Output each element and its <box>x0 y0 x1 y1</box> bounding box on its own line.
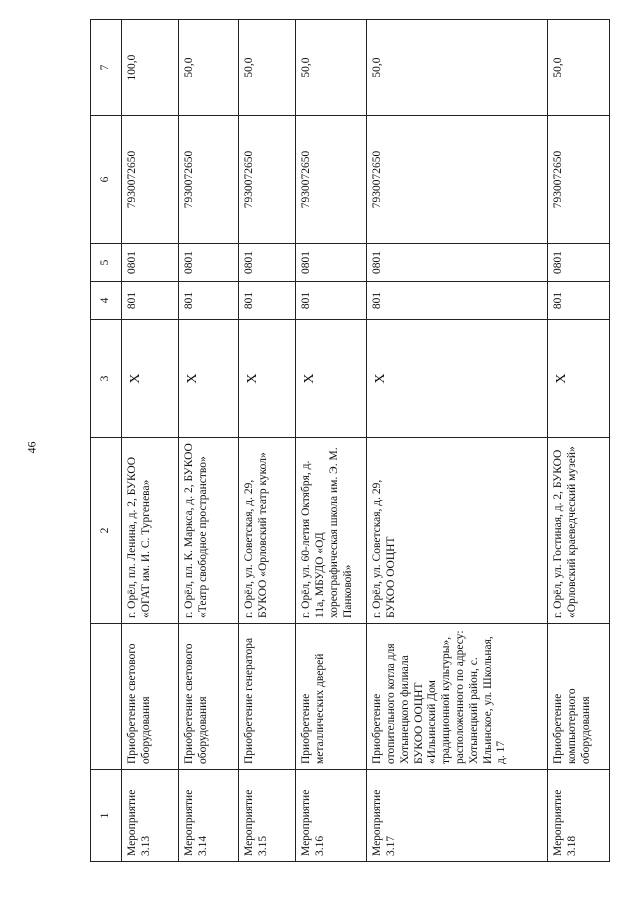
amount-cell: 50,0 <box>179 20 239 116</box>
measure-id: Мероприятие 3.17 <box>367 770 548 862</box>
table-row <box>296 20 367 862</box>
header-cell <box>91 624 122 770</box>
measure-name: Приобретение отопительного котла для Хотынецкого филиала БУКОО ООЦНТ «Ильинский Дом традиционной культуры», расположенного по адресу: Хотынецкий район, с. Ильинское, ул. Школьная, д. 17 <box>367 624 548 770</box>
table-row <box>548 20 610 862</box>
code-cell: 7930072650 <box>122 116 179 244</box>
page-number: 46 <box>24 441 39 454</box>
table-row <box>367 20 548 862</box>
table-row <box>122 20 179 862</box>
code-cell: 801 <box>548 282 610 320</box>
measure-id: Мероприятие 3.15 <box>238 770 295 862</box>
code-cell: 7930072650 <box>296 116 367 244</box>
cross-mark: Х <box>548 320 610 438</box>
measure-id: Мероприятие 3.16 <box>296 770 367 862</box>
header-cell: 7 <box>91 20 122 116</box>
code-cell: 0801 <box>122 244 179 282</box>
measure-name: Приобретение металлических дверей <box>296 624 367 770</box>
code-cell: 7930072650 <box>179 116 239 244</box>
measure-name: Приобретение светового оборудования <box>179 624 239 770</box>
measure-name: Приобретение светового оборудования <box>122 624 179 770</box>
header-cell: 2 <box>91 438 122 624</box>
measure-name: Приобретение компьютерного оборудования <box>548 624 610 770</box>
measure-name: Приобретение генератора <box>238 624 295 770</box>
code-cell: 801 <box>296 282 367 320</box>
measure-address: г. Орёл, ул. 60-летия Октября, д. 11а, МБУДО «ОД хореографическая школа им. Э. М. Панковой» <box>296 438 367 624</box>
measure-address: г. Орёл, пл. Ленина, д. 2, БУКОО «ОГАТ им. И. С. Тургенева» <box>122 438 179 624</box>
code-cell: 801 <box>238 282 295 320</box>
code-cell: 801 <box>122 282 179 320</box>
measure-address: г. Орёл, ул. Советская, д. 29, БУКОО «Орловский театр кукол» <box>238 438 295 624</box>
amount-cell: 100,0 <box>122 20 179 116</box>
header-cell: 5 <box>91 244 122 282</box>
code-cell: 7930072650 <box>548 116 610 244</box>
amount-cell: 50,0 <box>238 20 295 116</box>
code-cell: 0801 <box>367 244 548 282</box>
code-cell: 0801 <box>548 244 610 282</box>
code-cell: 0801 <box>238 244 295 282</box>
measure-id: Мероприятие 3.13 <box>122 770 179 862</box>
cross-mark: Х <box>296 320 367 438</box>
measure-id: Мероприятие 3.18 <box>548 770 610 862</box>
table-row <box>179 20 239 862</box>
measure-address: г. Орёл, пл. К. Маркса, д. 2, БУКОО «Театр свободное пространство» <box>179 438 239 624</box>
code-cell: 7930072650 <box>367 116 548 244</box>
code-cell: 7930072650 <box>238 116 295 244</box>
code-cell: 0801 <box>296 244 367 282</box>
cross-mark: Х <box>367 320 548 438</box>
header-cell: 3 <box>91 320 122 438</box>
table-row <box>238 20 295 862</box>
amount-cell: 50,0 <box>548 20 610 116</box>
header-cell: 6 <box>91 116 122 244</box>
measure-id: Мероприятие 3.14 <box>179 770 239 862</box>
header-row <box>91 20 122 862</box>
document-table-container <box>90 20 610 862</box>
code-cell: 801 <box>367 282 548 320</box>
code-cell: 0801 <box>179 244 239 282</box>
budget-measures-table <box>90 19 610 862</box>
amount-cell: 50,0 <box>367 20 548 116</box>
header-cell: 4 <box>91 282 122 320</box>
cross-mark: Х <box>179 320 239 438</box>
measure-address: г. Орёл, ул. Советская, д. 29, БУКОО ООЦНТ <box>367 438 548 624</box>
code-cell: 801 <box>179 282 239 320</box>
cross-mark: Х <box>238 320 295 438</box>
amount-cell: 50,0 <box>296 20 367 116</box>
measure-address: г. Орёл, ул. Гостиная, д. 2, БУКОО «Орловский краеведческий музей» <box>548 438 610 624</box>
header-cell: 1 <box>91 770 122 862</box>
cross-mark: Х <box>122 320 179 438</box>
